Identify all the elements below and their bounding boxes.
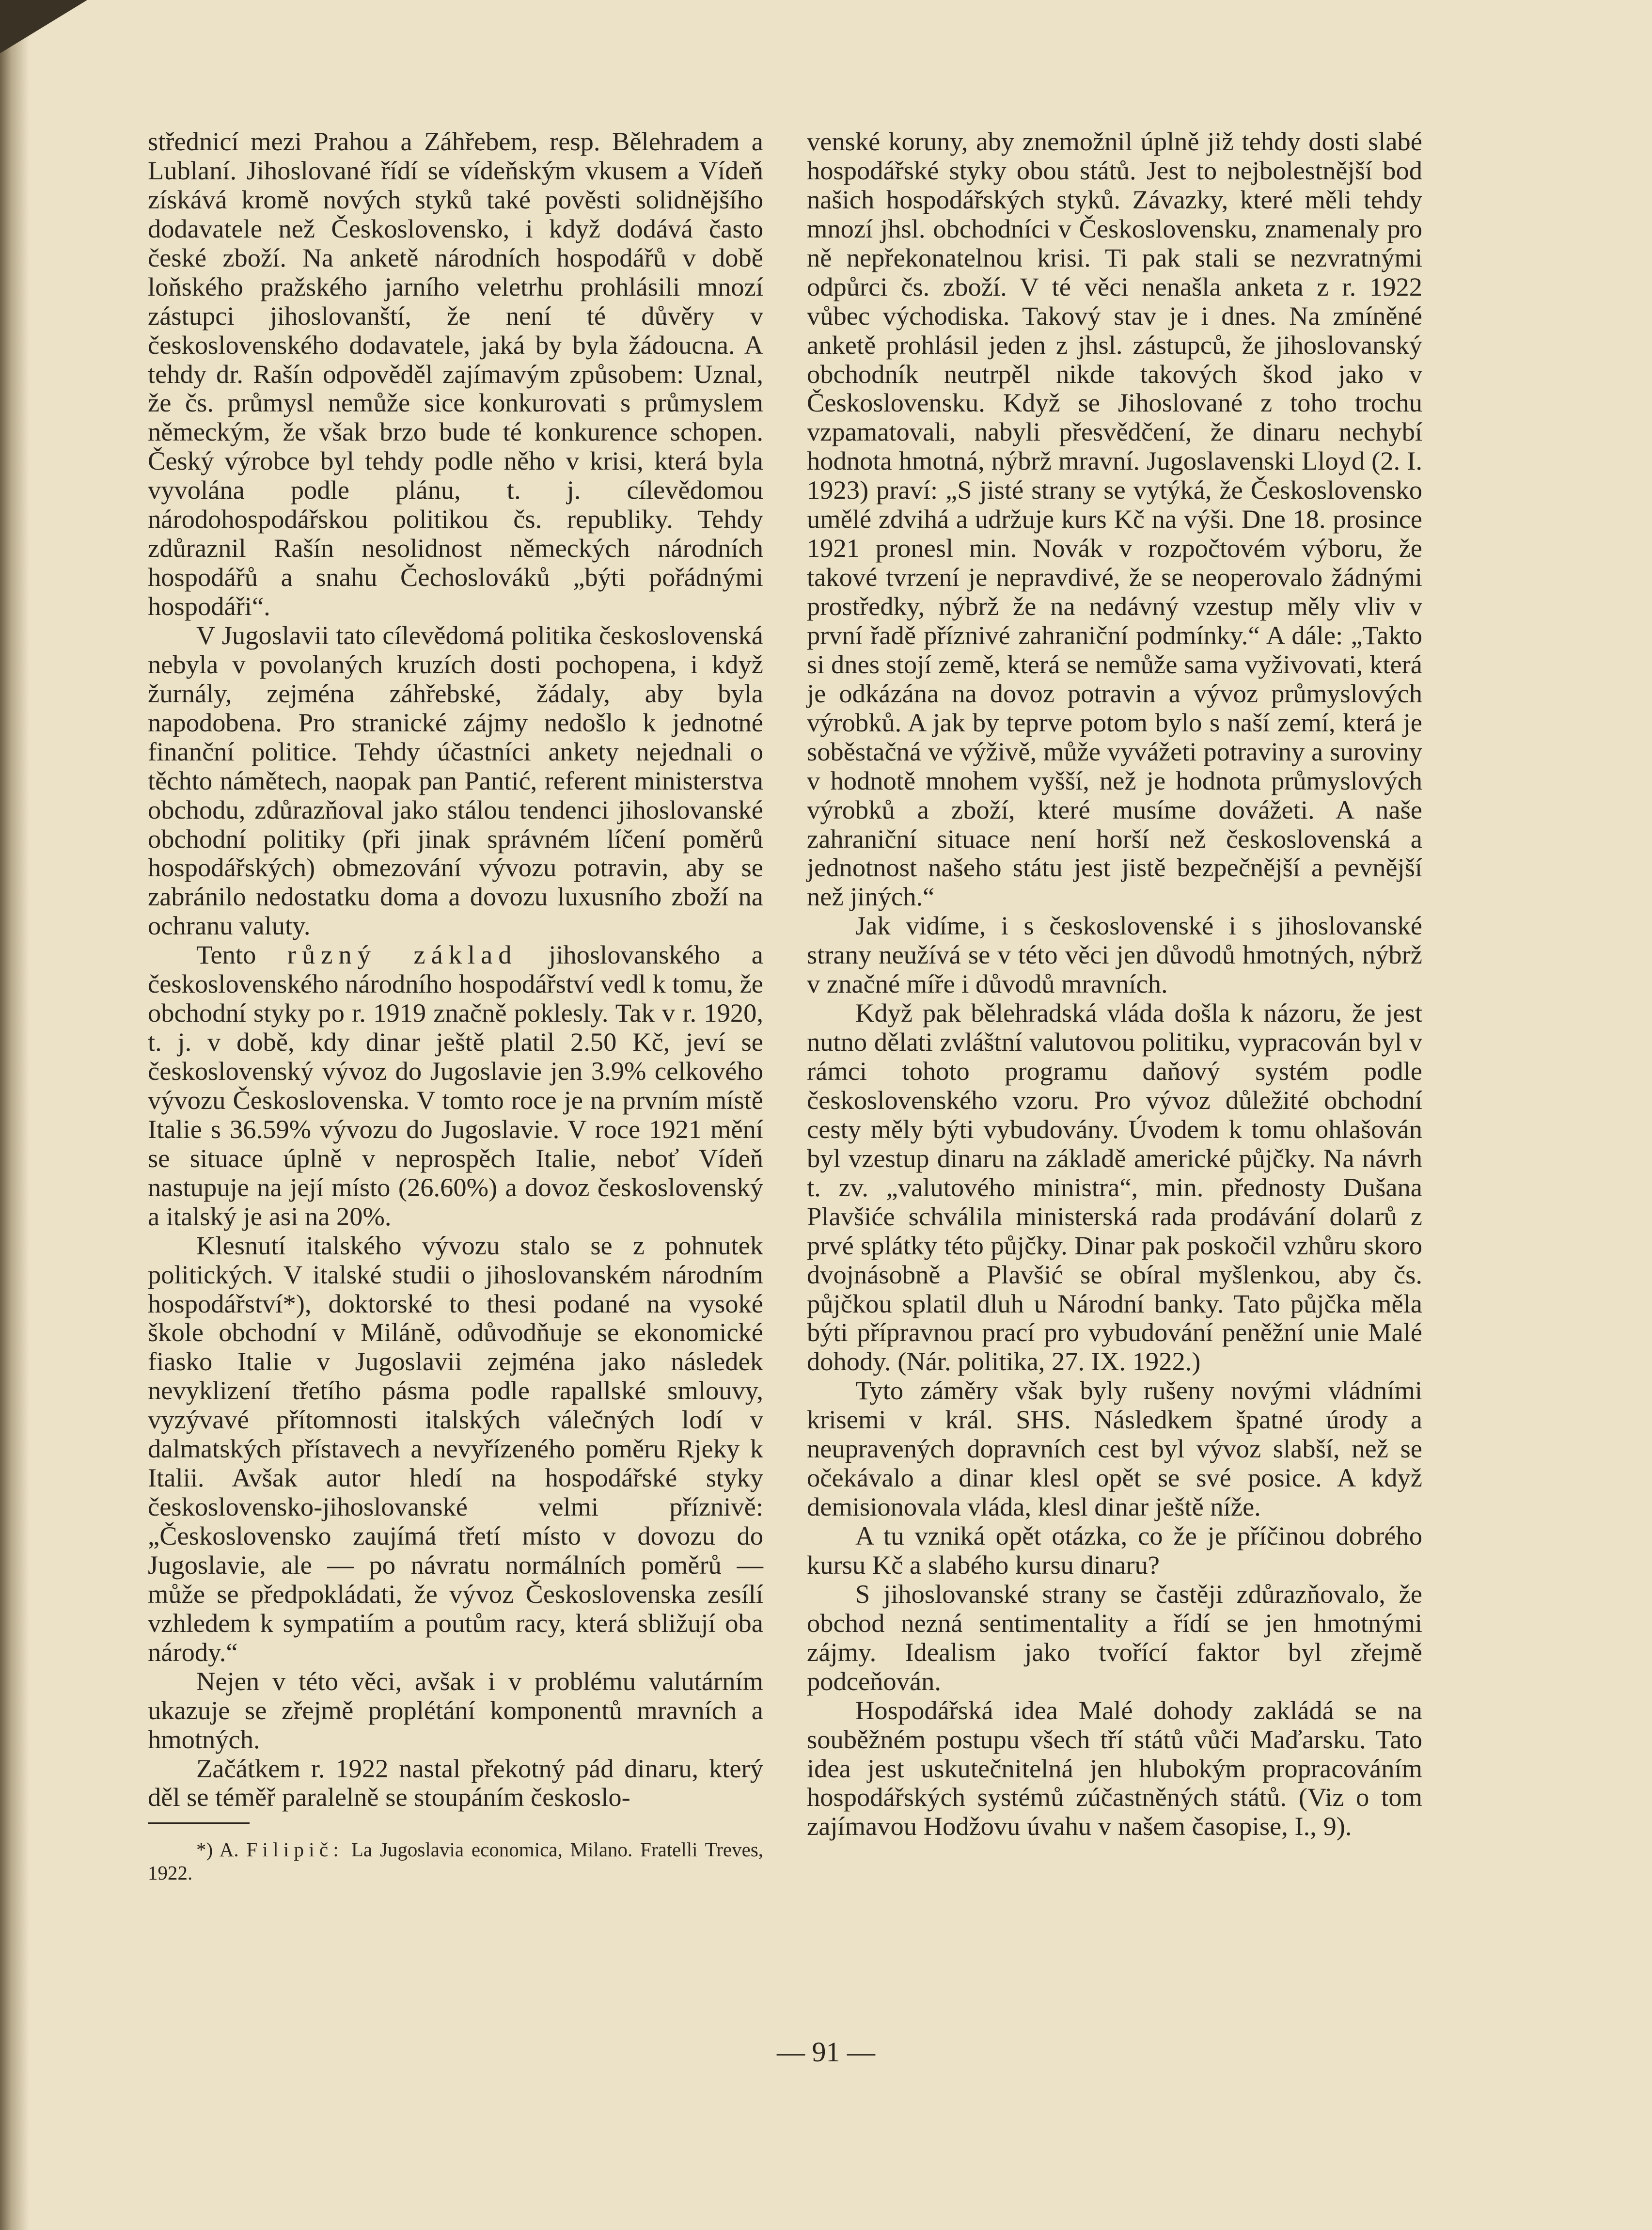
paragraph-rest: jihoslovanského a československého národního hospodářství vedl k tomu, že obchodní styky po r. 1919 značně poklesly. Tak v r. 1920, t. j. v době, kdy dinar ještě platil 2.50 Kč, jeví se československý vývoz do Jugoslavie jen 3.9% celkového vývozu Československa. V tomto roce je na prvním místě Italie s 36.59% vývozu do Jugoslavie. V roce 1921 mění se situace úplně v neprospěch Italie, neboť Vídeň nastupuje na její místo (26.60%) a dovoz československý a italský je asi na 20%.: [148, 940, 763, 1231]
paragraph: S jihoslovanské strany se častěji zdůrazňovalo, že obchod nezná sentimentality a řídí se jen hmotnými zájmy. Idealism jako tvořící faktor byl zřejmě podceňován.: [807, 1579, 1422, 1696]
paragraph: Jak vidíme, i s československé i s jihoslovanské strany neužívá se v této věci jen důvodů hmotných, nýbrž v značné míře i důvodů mravních.: [807, 911, 1422, 999]
paragraph: Hospodářská idea Malé dohody zakládá se na souběžném postupu všech tří států vůči Maďarsku. Tato idea jest uskutečnitelná jen hlubokým propracováním hospodářských systémů zúčastněných států. (Viz o tom zajímavou Hodžovu úvahu v našem časopise, I., 9).: [807, 1695, 1422, 1841]
footnote-text: La Jugoslavia economica, Milano. Fratelli Treves, 1922.: [148, 1838, 764, 1884]
spaced-emphasis: různý základ: [287, 940, 518, 970]
footnote-rule: [148, 1822, 250, 1824]
left-column: [148, 127, 763, 1884]
paragraph: A tu vzniká opět otázka, co že je příčinou dobrého kursu Kč a slabého kursu dinaru?: [807, 1521, 1422, 1580]
paragraph: Začátkem r. 1922 nastal překotný pád dinaru, který děl se téměř paralelně se stoupáním českoslo-: [148, 1753, 763, 1812]
paragraph: [148, 940, 763, 1231]
right-column: [807, 127, 1422, 1841]
page-number: — 91 —: [777, 2036, 875, 2068]
paragraph: Tyto záměry však byly rušeny novými vládními krisemi v král. SHS. Následkem špatné úrody a neupravených dopravních cest byl vývoz slabší, než se očekávalo a dinar klesl opět se své posice. A když demisionovala vláda, klesl dinar ještě níže.: [807, 1376, 1422, 1522]
paragraph: Klesnutí italského vývozu stalo se z pohnutek politických. V italské studii o jihoslovanském národním hospodářství*), doktorské to thesi podané na vysoké škole obchodní v Miláně, odůvodňuje se ekonomické fiasko Italie v Jugoslavii zejména jako následek nevyklizení třetího pásma podle rapallské smlouvy, vyzývavé přítomnosti italských válečných lodí v dalmatských přístavech a nevyřízeného poměru Rjeky k Italii. Avšak autor hledí na hospodářské styky československo-jihoslovanské velmi příznivě: „Československo zaujímá třetí místo v dovozu do Jugoslavie, ale — po návratu normálních poměrů — může se předpokládati, že vývoz Československa zesílí vzhledem k sympatiím a poutům racy, která sbližují oba národy.“: [148, 1230, 763, 1667]
paragraph-lead: Tento: [196, 940, 256, 970]
paragraph: venské koruny, aby znemožnil úplně již tehdy dosti slabé hospodářské styky obou států. Jest to nejbolestnější bod našich hospodářských styků. Závazky, které měli tehdy mnozí jhsl. obchodníci v Československu, znamenaly pro ně nepřekonatelnou krisi. Ti pak stali se nezvratnými odpůrci čs. zboží. V té věci nenašla anketa z r. 1922 vůbec východiska. Takový stav je i dnes. Na zmíněné anketě prohlásil jeden z jhsl. zástupců, že jihoslovanský obchodník neutrpěl nikde takových škod jako v Československu. Když se Jihoslované z toho trochu vzpamatovali, nabyli přesvědčení, že dinaru nechybí hodnota hmotná, nýbrž mravní. Jugoslavenski Lloyd (2. I. 1923) praví: „S jisté strany se vytýká, že Československo umělé zdvihá a udržuje kurs Kč na výši. Dne 18. prosince 1921 pronesl min. Novák v rozpočtovém výboru, že takové tvrzení je nepravdivé, že se neoperovalo žádnými prostředky, nýbrž že na nedávný vzestup měly vliv v první řadě příznivé zahraniční podmínky.“ A dále: „Takto si dnes stojí země, která se nemůže sama vyživovati, která je odkázána na dovoz potravin a vývoz průmyslových výrobků. A jak by teprve potom bylo s naší zemí, která je soběstačná ve výživě, může vyvážeti potraviny a suroviny v hodnotě mnohem vyšší, než je hodnota průmyslových výrobků a zboží, které musíme dovážeti. A naše zahraniční situace není horší než československá a jednotnost našeho státu jest jistě bezpečnější a pevnější než jiných.“: [807, 127, 1422, 912]
page-binding-shadow: [0, 0, 29, 2230]
page-corner: [0, 0, 87, 53]
footnote-author: Filipič:: [246, 1838, 344, 1861]
footnote-mark: *) A.: [196, 1838, 239, 1861]
paragraph: Když pak bělehradská vláda došla k názoru, že jest nutno dělati zvláštní valutovou politiku, vypracován byl v rámci tohoto programu daňový systém podle československého vzoru. Pro vývoz důležité obchodní cesty měly býti vybudovány. Úvodem k tomu ohlašován byl vzestup dinaru na základě americké půjčky. Na návrh t. zv. „valutového ministra“, min. přednosty Dušana Plavšiće schválila ministerská rada prodávání dolarů z prvé splátky této půjčky. Dinar pak poskočil vzhůru skoro dvojnásobně a Plavšić se obíral myšlenkou, aby čs. půjčkou splatil dluh u Národní banky. Tato půjčka měla býti přípravnou prací pro vybudování peněžní unie Malé dohody. (Nár. politika, 27. IX. 1922.): [807, 998, 1422, 1376]
footnote: [148, 1838, 763, 1884]
paragraph: Nejen v této věci, avšak i v problému valutárním ukazuje se zřejmě proplétání komponentů mravních a hmotných.: [148, 1666, 763, 1754]
paragraph: V Jugoslavii tato cílevědomá politika československá nebyla v povolaných kruzích dosti pochopena, i když žurnály, zejména záhřebské, žádaly, aby byla napodobena. Pro stranické zájmy nedošlo k jednotné finanční politice. Tehdy účastníci ankety nejednali o těchto námětech, naopak pan Pantić, referent ministerstva obchodu, zdůrazňoval jako stálou tendenci jihoslovanské obchodní politiky (při jinak správném líčení poměrů hospodářských) obmezování vývozu potravin, aby se zabránilo nedostatku doma a dovozu luxusního zboží na ochranu valuty.: [148, 620, 763, 941]
paragraph: střednicí mezi Prahou a Záhřebem, resp. Bělehradem a Lublaní. Jihoslované řídí se vídeňským vkusem a Vídeň získává kromě nových styků také pověsti solidnějšího dodavatele než Československo, i když dodává často české zboží. Na anketě národních hospodářů v době loňského pražského jarního veletrhu prohlásili mnozí zástupci jihoslovanští, že není té důvěry v československého dodavatele, jaká by byla žádoucna. A tehdy dr. Rašín odpověděl zajímavým způsobem: Uznal, že čs. průmysl nemůže sice konkurovati s průmyslem německým, že však brzo bude té konkurence schopen. Český výrobce byl tehdy podle něho v krisi, která byla vyvolána podle plánu, t. j. cílevědomou národohospodářskou politikou čs. republiky. Tehdy zdůraznil Rašín nesolidnost německých národních hospodářů a snahu Čechoslováků „býti pořádnými hospodáři“.: [148, 127, 763, 621]
